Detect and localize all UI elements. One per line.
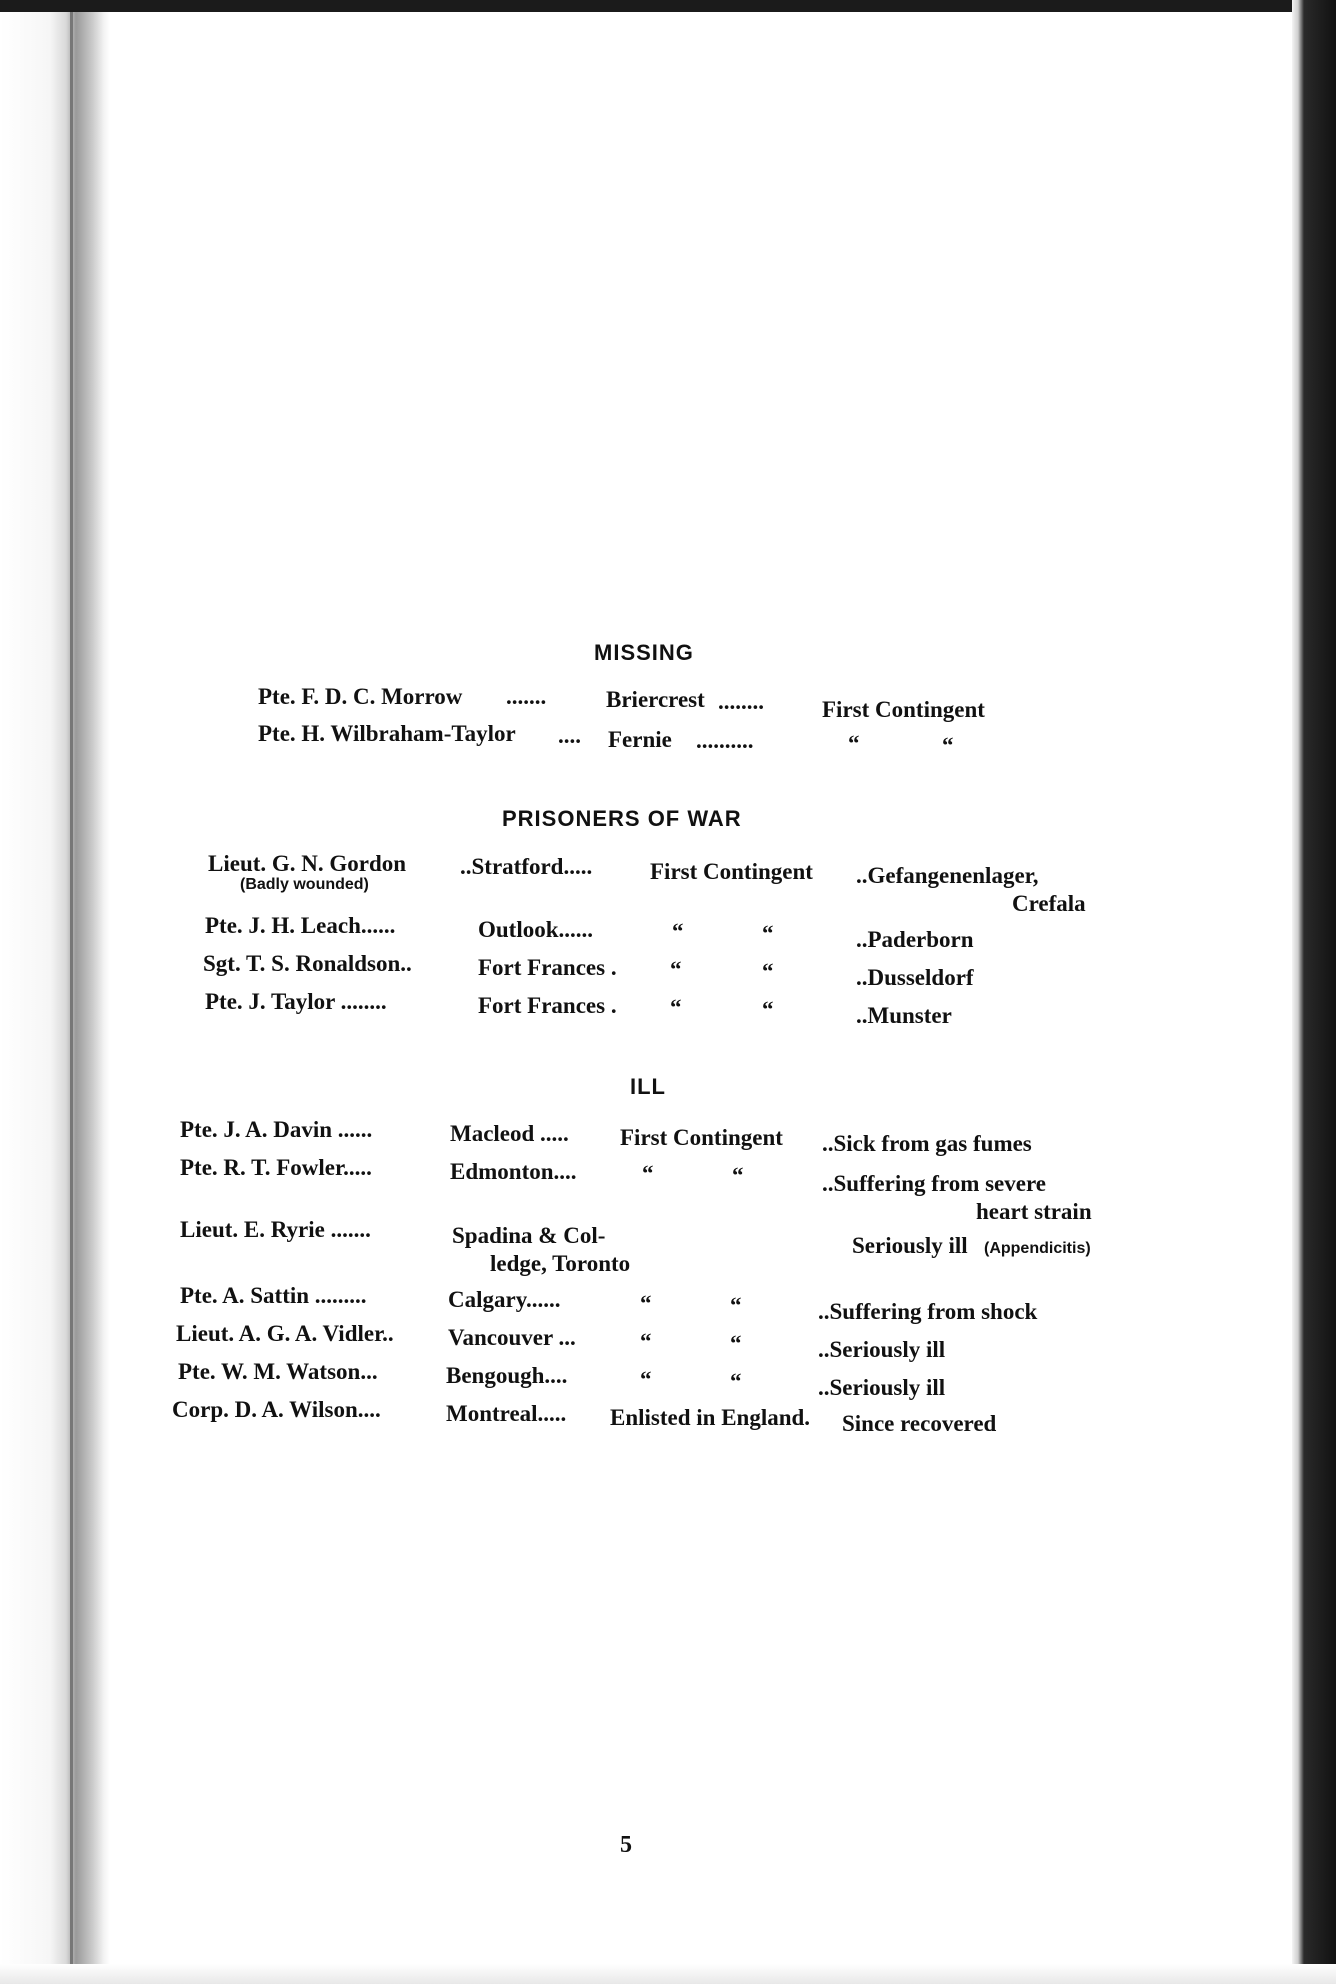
unit: First Contingent bbox=[822, 697, 985, 722]
ditto-mark: “ bbox=[730, 1369, 742, 1394]
ditto-mark: “ bbox=[640, 1291, 652, 1316]
unit: Enlisted in England. bbox=[610, 1405, 811, 1430]
illness: Seriously ill bbox=[852, 1233, 968, 1258]
soldier-name: Pte. J. H. Leach...... bbox=[205, 913, 396, 938]
illness-continued: heart strain bbox=[976, 1199, 1092, 1224]
ditto-mark: “ bbox=[670, 995, 682, 1020]
unit: First Contingent bbox=[650, 859, 813, 884]
unit: First Contingent bbox=[620, 1125, 783, 1150]
prison-camp: ..Dusseldorf bbox=[856, 965, 974, 990]
home-town: Bengough.... bbox=[446, 1363, 568, 1388]
home-town: Spadina & Col- bbox=[452, 1223, 606, 1248]
prison-camp: ..Munster bbox=[856, 1003, 952, 1028]
home-town: Calgary...... bbox=[448, 1287, 561, 1312]
ditto-mark: “ bbox=[670, 957, 682, 982]
soldier-name: Pte. W. M. Watson... bbox=[178, 1359, 378, 1384]
illness-note: (Appendicitis) bbox=[984, 1240, 1091, 1257]
home-town: ..Stratford..... bbox=[460, 854, 593, 879]
home-town: Fort Frances . bbox=[478, 955, 617, 980]
illness: ..Suffering from severe bbox=[822, 1171, 1046, 1196]
prison-camp: ..Paderborn bbox=[856, 927, 974, 952]
soldier-name: Pte. H. Wilbraham-Taylor bbox=[258, 721, 516, 746]
ditto-mark: “ bbox=[730, 1331, 742, 1356]
ditto-mark: “ bbox=[672, 919, 684, 944]
ditto-mark: “ bbox=[732, 1163, 744, 1188]
ditto-mark: “ bbox=[642, 1161, 654, 1186]
soldier-name: Corp. D. A. Wilson.... bbox=[172, 1397, 381, 1422]
section-heading-ill: ILL bbox=[630, 1074, 666, 1099]
home-town: Fort Frances . bbox=[478, 993, 617, 1018]
soldier-name: Pte. R. T. Fowler..... bbox=[180, 1155, 372, 1180]
soldier-note: (Badly wounded) bbox=[240, 876, 369, 893]
soldier-name: Pte. J. A. Davin ...... bbox=[180, 1117, 373, 1142]
home-town: Montreal..... bbox=[446, 1401, 567, 1426]
prison-camp: ..Gefangenenlager, bbox=[856, 863, 1039, 888]
section-heading-missing: MISSING bbox=[594, 640, 694, 665]
page-number: 5 bbox=[620, 1832, 632, 1858]
ditto-mark: “ bbox=[762, 959, 774, 984]
illness: ..Suffering from shock bbox=[818, 1299, 1038, 1324]
home-town-continued: ledge, Toronto bbox=[490, 1251, 631, 1276]
leader-dots: ........ bbox=[718, 689, 764, 714]
home-town: Vancouver ... bbox=[448, 1325, 576, 1350]
illness: Since recovered bbox=[842, 1411, 997, 1436]
soldier-name: Lieut. A. G. A. Vidler.. bbox=[176, 1321, 394, 1346]
leader-dots: .......... bbox=[696, 728, 754, 753]
soldier-name: Pte. J. Taylor ........ bbox=[205, 989, 387, 1014]
soldier-name: Pte. F. D. C. Morrow bbox=[258, 684, 463, 709]
illness: ..Sick from gas fumes bbox=[822, 1131, 1032, 1156]
soldier-name: Sgt. T. S. Ronaldson.. bbox=[203, 951, 412, 976]
home-town: Edmonton.... bbox=[450, 1159, 577, 1184]
illness: ..Seriously ill bbox=[818, 1337, 946, 1362]
soldier-name: Lieut. E. Ryrie ....... bbox=[180, 1217, 371, 1242]
ditto-mark: “ bbox=[762, 921, 774, 946]
prison-camp-continued: Crefala bbox=[1012, 891, 1086, 916]
ditto-mark: “ bbox=[640, 1367, 652, 1392]
home-town: Briercrest bbox=[606, 687, 705, 712]
home-town: Fernie bbox=[608, 727, 672, 752]
soldier-name: Pte. A. Sattin ......... bbox=[180, 1283, 367, 1308]
home-town: Outlook...... bbox=[478, 917, 594, 942]
leader-dots: .... bbox=[558, 723, 581, 748]
home-town: Macleod ..... bbox=[450, 1121, 569, 1146]
leader-dots: ....... bbox=[506, 684, 547, 709]
ditto-mark: “ bbox=[730, 1293, 742, 1318]
ditto-mark: “ bbox=[942, 733, 954, 758]
ditto-mark: “ bbox=[762, 997, 774, 1022]
section-heading-prisoners-of-war: PRISONERS OF WAR bbox=[502, 806, 742, 831]
ditto-mark: “ bbox=[848, 731, 860, 756]
illness: ..Seriously ill bbox=[818, 1375, 946, 1400]
soldier-name: Lieut. G. N. Gordon bbox=[208, 851, 407, 876]
ditto-mark: “ bbox=[640, 1329, 652, 1354]
